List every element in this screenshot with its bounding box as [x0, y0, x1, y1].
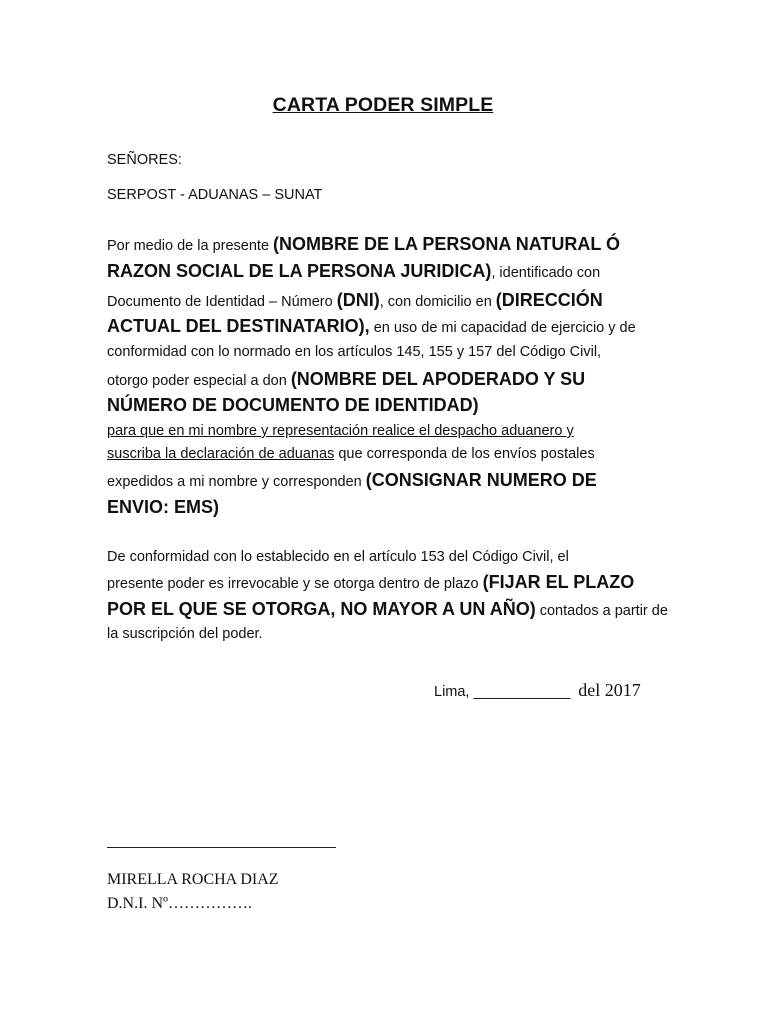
- underlined-text: suscriba la declaración de aduanas: [107, 446, 335, 462]
- paragraph-1-line-10: [107, 470, 597, 491]
- paragraph-1-line-3: [107, 290, 603, 311]
- document-title: CARTA PODER SIMPLE: [272, 94, 494, 116]
- placeholder-attorney-id: NÚMERO DE DOCUMENTO DE IDENTIDAD): [107, 395, 479, 415]
- paragraph-2-line-4: la suscripción del poder.: [107, 626, 263, 642]
- addressee: SERPOST - ADUANAS – SUNAT: [107, 187, 323, 203]
- signatory-name: MIRELLA ROCHA DIAZ: [107, 871, 279, 888]
- text: otorgo poder especial a don: [107, 373, 291, 389]
- paragraph-1-line-2: [107, 261, 600, 282]
- paragraph-1-line-8: para que en mi nombre y representación realice el despacho aduanero y: [107, 423, 574, 439]
- date-place: Lima,: [434, 684, 474, 700]
- text: Por medio de la presente: [107, 238, 274, 254]
- date-line: [434, 680, 641, 701]
- text: , identificado con: [491, 265, 601, 281]
- paragraph-2-line-2: [107, 572, 634, 593]
- placeholder-term: (FIJAR EL PLAZO: [482, 572, 635, 592]
- paragraph-1-line-6: [107, 369, 585, 390]
- text: Documento de Identidad – Número: [107, 294, 337, 310]
- date-blank: ____________: [473, 684, 571, 700]
- placeholder-company: RAZON SOCIAL DE LA PERSONA JURIDICA): [107, 261, 492, 281]
- paragraph-2-line-1: De conformidad con lo establecido en el artículo 153 del Código Civil, el: [107, 549, 569, 565]
- signature-line: [107, 847, 336, 848]
- date-year: del 2017: [578, 680, 641, 700]
- placeholder-shipment: (CONSIGNAR NUMERO DE: [365, 470, 597, 490]
- text: expedidos a mi nombre y corresponden: [107, 474, 366, 490]
- placeholder-attorney: (NOMBRE DEL APODERADO Y SU: [290, 369, 586, 389]
- placeholder-term-cont: POR EL QUE SE OTORGA, NO MAYOR A UN AÑO): [107, 599, 536, 619]
- text: contados a partir de: [535, 603, 668, 619]
- text: en uso de mi capacidad de ejercicio y de: [369, 320, 636, 336]
- paragraph-1-line-5: conformidad con lo normado en los artículos 145, 155 y 157 del Código Civil,: [107, 344, 602, 360]
- text: presente poder es irrevocable y se otorga dentro de plazo: [107, 576, 483, 592]
- paragraph-1-line-7: [107, 395, 479, 416]
- placeholder-dni: (DNI): [336, 290, 380, 310]
- placeholder-name: (NOMBRE DE LA PERSONA NATURAL Ó: [273, 234, 621, 254]
- placeholder-address: (DIRECCIÓN: [495, 290, 603, 310]
- signatory-dni: D.N.I. Nº…………….: [107, 895, 252, 912]
- salutation: SEÑORES:: [107, 152, 182, 168]
- placeholder-shipment-cont: ENVIO: EMS): [107, 497, 220, 517]
- paragraph-2-line-3: [107, 599, 668, 620]
- text: , con domicilio en: [379, 294, 496, 310]
- text: que corresponda de los envíos postales: [334, 446, 595, 462]
- paragraph-1-line-1: [107, 234, 620, 255]
- paragraph-1-line-4: [107, 316, 636, 337]
- paragraph-1-line-11: [107, 497, 219, 518]
- placeholder-address-cont: ACTUAL DEL DESTINATARIO),: [107, 316, 370, 336]
- paragraph-1-line-9: [107, 446, 595, 462]
